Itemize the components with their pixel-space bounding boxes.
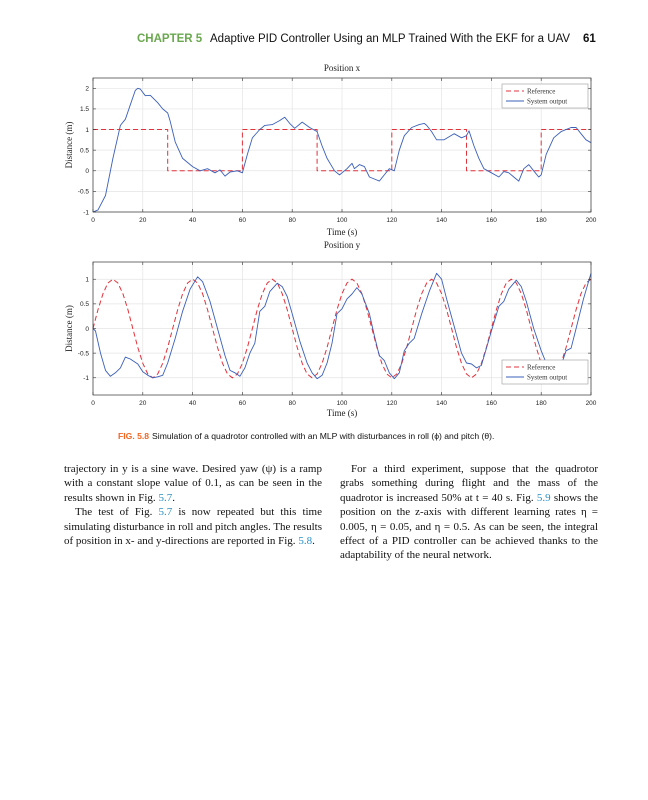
x-tick-label: 140 xyxy=(436,400,448,407)
legend-label: Reference xyxy=(527,87,556,96)
paragraph xyxy=(64,462,322,505)
text: shows the position on the z-axis with different learning rates η = 0.005, η = 0.05, and η = 0.5. As can be seen, the integral effect of a PID controller can be achieved thanks to the adaptability of the neural network. xyxy=(340,491,598,562)
x-tick-label: 40 xyxy=(188,217,197,224)
x-tick-label: 160 xyxy=(485,217,497,224)
x-tick-label: 180 xyxy=(535,400,547,407)
legend-label: System output xyxy=(527,97,568,106)
y-tick-label: 0.5 xyxy=(79,147,89,155)
right-column xyxy=(340,462,598,563)
legend-label: Reference xyxy=(527,363,556,372)
y-tick-label: -1 xyxy=(83,375,89,383)
y-tick-label: 1.5 xyxy=(79,106,89,114)
x-tick-label: 0 xyxy=(91,217,95,224)
x-tick-label: 80 xyxy=(288,400,296,407)
y-axis-label: Distance (m) xyxy=(64,121,74,169)
figure-link[interactable]: 5.7 xyxy=(158,506,173,519)
text: . xyxy=(172,491,175,504)
caption-text: Simulation of a quadrotor controlled with an MLP with disturbances in roll (ϕ) and pitch (θ). xyxy=(152,431,495,441)
x-tick-label: 0 xyxy=(91,400,95,407)
chart-title: Position y xyxy=(323,240,361,250)
x-tick-label: 160 xyxy=(485,400,497,407)
left-column xyxy=(64,462,322,548)
x-tick-label: 120 xyxy=(386,400,398,407)
y-tick-label: 0 xyxy=(85,325,89,333)
chart-title: Position x xyxy=(323,63,361,73)
figure-label: FIG. 5.8 xyxy=(118,431,150,441)
y-tick-label: 2 xyxy=(85,85,89,93)
text: . xyxy=(312,535,315,548)
x-axis-label: Time (s) xyxy=(326,227,358,237)
x-tick-label: 60 xyxy=(238,400,247,407)
y-tick-label: -0.5 xyxy=(77,350,89,358)
x-tick-label: 140 xyxy=(436,217,448,224)
x-tick-label: 180 xyxy=(535,217,547,224)
x-tick-label: 80 xyxy=(288,217,296,224)
figure-link[interactable]: 5.7 xyxy=(158,491,173,504)
y-tick-label: 1 xyxy=(85,126,89,134)
y-tick-label: -0.5 xyxy=(77,188,89,196)
figure-link[interactable]: 5.9 xyxy=(536,491,551,504)
figure-caption xyxy=(118,431,494,441)
x-tick-label: 200 xyxy=(585,217,597,224)
text: For a third experiment, suppose that the quadrotor grabs something during flight and the mass of the quadrotor is increased 50% at t = 40 s. Fig. xyxy=(340,463,598,504)
x-tick-label: 100 xyxy=(336,217,348,224)
x-tick-label: 20 xyxy=(139,400,147,407)
chapter-label: CHAPTER 5 xyxy=(137,33,203,45)
y-axis-label: Distance (m) xyxy=(64,305,74,352)
x-tick-label: 120 xyxy=(386,217,398,224)
figure-link[interactable]: 5.8 xyxy=(298,535,313,548)
y-tick-label: 0 xyxy=(85,168,89,176)
x-tick-label: 200 xyxy=(585,400,597,407)
paragraph xyxy=(64,505,322,548)
legend-label: System output xyxy=(527,373,568,382)
page-number: 61 xyxy=(583,33,596,45)
y-tick-label: 0.5 xyxy=(79,301,89,309)
paragraph xyxy=(340,462,598,563)
x-tick-label: 100 xyxy=(336,400,348,407)
text: The test of Fig. xyxy=(75,506,159,519)
x-axis-label: Time (s) xyxy=(326,408,358,418)
y-tick-label: -1 xyxy=(83,209,89,217)
text: trajectory in y is a sine wave. Desired yaw (ψ) is a ramp with a constant slope value of 0.1, as can be seen in the results shown in Fig. xyxy=(64,463,322,504)
y-tick-label: 1 xyxy=(85,276,89,284)
text: is now repeated but this time simulating disturbance in roll and pitch angles. The results of position in x- and y-directions are reported in Fig. xyxy=(64,506,322,548)
x-tick-label: 20 xyxy=(139,217,147,224)
x-tick-label: 40 xyxy=(188,400,197,407)
running-title: Adaptive PID Controller Using an MLP Trained With the EKF for a UAV xyxy=(210,33,571,45)
x-tick-label: 60 xyxy=(238,217,247,224)
